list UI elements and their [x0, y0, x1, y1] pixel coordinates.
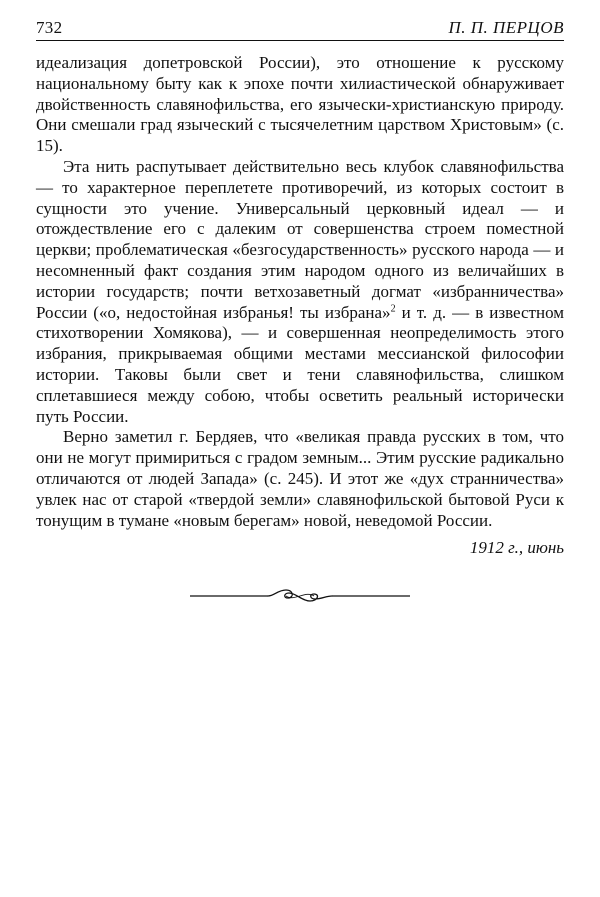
paragraph: Верно заметил г. Бердяев, что «великая правда русских в том, что они не могут примириться с градом земным... Этим русские радикально отличаются от людей Запада» (с. 245). И этот же «дух странничества» увлек нас от старой «твердой земли» славянофильской бытовой Руси к тонущим в тумане «новым берегам» новой, неведомой России.: [36, 427, 564, 530]
body-text: [36, 53, 564, 531]
page-number: 732: [36, 18, 63, 37]
running-head-author: П. П. ПЕРЦОВ: [448, 18, 564, 37]
date-line: 1912 г., июнь: [469, 538, 564, 558]
paragraph-text: Эта нить распутывает действительно весь клубок славянофильства — то характерное переплетете противоречий, из которых состоит в сущности это учение. Универсальный церковный идеал — и отождествление его с далеким от совершенства строем поместной церкви; проблематическая «безгосударственность» русского народа — и несомненный факт создания этим народом одного из величайших в истории государств; почти ветхозаветный догмат «избранничества» России («о, недостойная избранья! ты избрана»: [36, 156, 564, 322]
footnote-marker[interactable]: 2: [390, 302, 396, 314]
book-page: [36, 12, 564, 606]
paragraph-text: и т. д. — в известном стихотворении Хомякова), — и совершенная неопределимость этого избрания, прикрываемая общими местами мессианской философии истории. Таковы были свет и тени славянофильства, слишком сплетавшиеся между собою, чтобы осветить реальный исторически путь России.: [36, 302, 565, 426]
page-header: [36, 12, 564, 41]
flourish-ornament-icon: [190, 586, 410, 606]
paragraph-continued: идеализация допетровской России), это отношение к русскому национальному быту как к эпохе почти хилиастической обнаруживает двойственность славянофильства, его язычески-христианскую природу. Они смешали град языческий с тысячелетним царством Христовым» (с. 15).: [36, 53, 564, 156]
paragraph: [36, 157, 564, 427]
